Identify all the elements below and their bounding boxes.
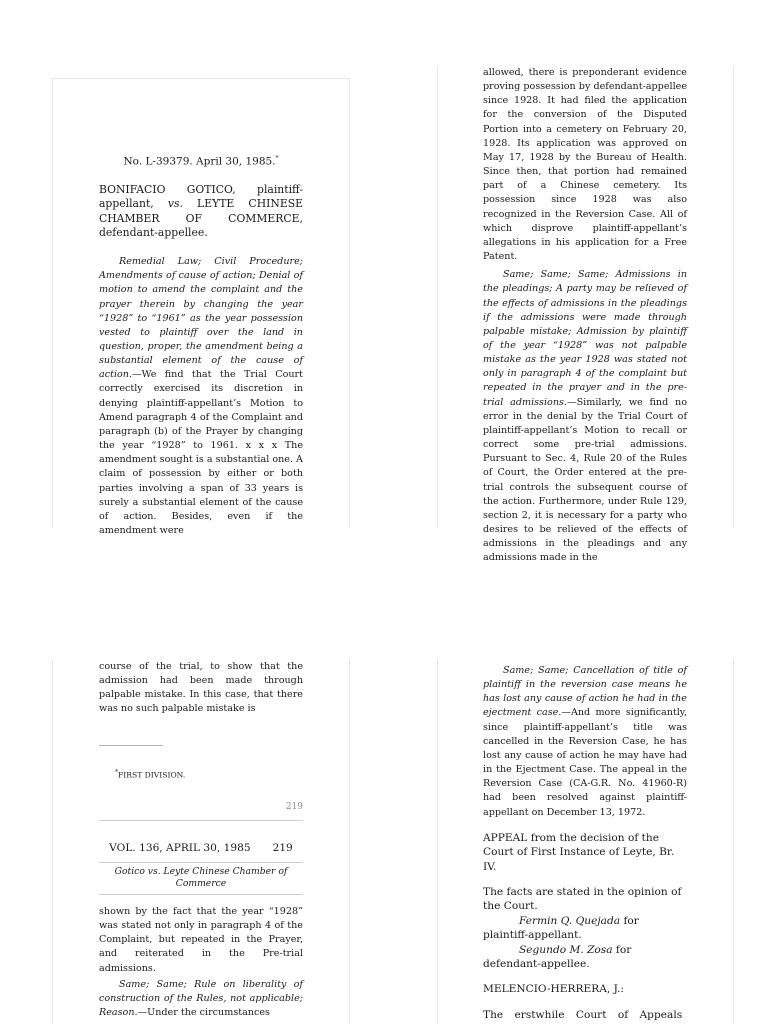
syllabus-paragraph-3 <box>99 978 303 1020</box>
syllabus-3-headnote: Same; Same; Rule on liberality of construction of the Rules, not applicable; Reason. <box>99 978 303 1018</box>
syllabus-3-text: —Under the circumstances <box>137 1006 270 1018</box>
running-head <box>99 841 303 855</box>
page-3-column <box>99 660 303 1024</box>
page-2-column <box>483 66 688 564</box>
syllabus-4-headnote: Same; Same; Cancellation of title of plaintiff in the reversion case means he has lost any cause of action he had in the ejectment case. <box>483 665 687 719</box>
case-title <box>99 152 303 169</box>
facts-statement: The facts are stated in the opinion of the Court. <box>483 885 682 913</box>
case-number: No. L-39379. April 30, 1985. <box>123 155 276 168</box>
footnote-marker: * <box>275 155 279 162</box>
syllabus-4-text: —And more significantly, since plaintiff-appellant’s title was cancelled in the Reversion Case, he has lost any cause of action he may have had in the Ejectment Case. The appeal in the Reversion Case (CA-G.R. No. 41960-R) had been resolved against plaintiff-appellant on December 13, 1972. <box>483 707 687 818</box>
counsel-defendant <box>483 943 687 972</box>
page-1-right-border <box>349 78 350 528</box>
versus-label: vs. <box>167 197 183 211</box>
caption-text: Gotico vs. Leyte Chinese Chamber of Commerce <box>114 865 288 890</box>
footnote-mark: * <box>115 768 118 776</box>
page-4-left-border <box>437 660 438 1024</box>
syllabus-1-text: —We find that the Trial Court correctly exercised its discretion in denying plaintiff-appellant’s Motion to Amend paragraph 4 of the Complaint and paragraph (b) of the Prayer by changing the year “1928” to 1961. x x x The amendment sought is a substantial one. A claim of possession by either or both parties involving a span of 33 years is surely a substantial element of the cause of action. Besides, even if the amendment were <box>99 369 303 536</box>
running-head-volume: VOL. 136, APRIL 30, 1985 <box>109 842 251 855</box>
page-1-column <box>99 152 303 536</box>
page-number: 219 <box>285 802 303 813</box>
syllabus-2-continuation: course of the trial, to show that the admission had been made through palpable mistake. In this case, that there was no such palpable mistake is <box>99 661 303 715</box>
page-3-right-border <box>349 660 350 1024</box>
page-3-left-border <box>52 660 53 1024</box>
page-1-left-border <box>52 78 53 528</box>
syllabus-1-continuation: allowed, there is preponderant evidence proving possession by defendant-appellee since 1928. It had filed the application for the conversion of the Disputed Portion into a cemetery on February 20, 1928. Its application was approved on May 17, 1928 by the Bureau of Health. Since then, that portion had remained part of a Chinese cemetery. Its possession since 1928 was also recognized in the Reversion Case. All of which disprove plaintiff-appellant’s allegations in his application for a Free Patent. <box>483 67 687 263</box>
plaintiff-name: BONIFACIO GOTICO, plaintiff-appellant, <box>99 182 303 211</box>
running-head-page: 219 <box>272 842 293 855</box>
syllabus-paragraph-4 <box>483 664 687 820</box>
syllabus-2-headnote: Same; Same; Same; Admissions in the pleadings; A party may be relieved of the effects of admissions in the pleadings if the admissions were made through palpable mistake; Admission by plaintiff of the year “1928” was not palpable mistake as the year 1928 was stated not only in paragraph 4 of the complaint but repeated in the prayer and in the pre-trial admissions. <box>483 269 687 408</box>
syllabus-2-text: —Similarly, we find no error in the denial by the Trial Court of plaintiff-appellant’s Motion to recall or correct some pre-trial admissions. Pursuant to Sec. 4, Rule 20 of the Rules of Court, the Order entered at the pre-trial controls the subsequent course of the action. Furthermore, under Rule 129, section 2, it is necessary for a party who desires to be relieved of the effects of admissions in the pleadings and any admissions made in the <box>483 396 688 564</box>
counsel-plaintiff-role: for plaintiff-appellant. <box>483 914 639 942</box>
defendant-name: LEYTE CHINESE CHAMBER OF COMMERCE, defendant-appellee. <box>99 197 303 240</box>
page-2-left-border <box>437 66 438 528</box>
footnote-text: FIRST DIVISION. <box>118 770 186 780</box>
page-4-right-border <box>733 660 734 1024</box>
footnote <box>99 766 303 783</box>
page-4-column <box>483 664 687 1024</box>
counsel-plaintiff <box>483 914 687 943</box>
case-parties <box>99 183 303 241</box>
appeal-statement: APPEAL from the decision of the Court of First Instance of Leyte, Br. IV. <box>483 831 675 873</box>
counsel-defendant-role: for defendant-appellee. <box>483 943 632 970</box>
syllabus-paragraph-1 <box>99 255 303 538</box>
counsel-defendant-name: Segundo M. Zosa <box>519 943 613 956</box>
opinion-text: The erstwhile Court of Appeals <box>483 1008 683 1021</box>
ponente: MELENCIO-HERRERA, J.: <box>483 983 624 996</box>
page-1-top-border <box>52 78 349 79</box>
counsel-plaintiff-name: Fermin Q. Quejada <box>519 914 621 927</box>
syllabus-paragraph-2 <box>483 268 687 565</box>
running-head-caption <box>99 863 303 894</box>
page-2-right-border <box>733 66 734 528</box>
syllabus-1-headnote: Remedial Law; Civil Procedure; Amendments of cause of action; Denial of motion to amend the complaint and the prayer therein by changing the year “1928” to “1961” as the year possession vested to plaintiff over the land in question, proper, the amendment being a substantial element of the cause of action. <box>99 256 303 381</box>
syllabus-2-end: shown by the fact that the year “1928” was stated not only in paragraph 4 of the Complaint, but repeated in the Prayer, and reiterated in the Pre-trial admissions. <box>99 905 303 974</box>
